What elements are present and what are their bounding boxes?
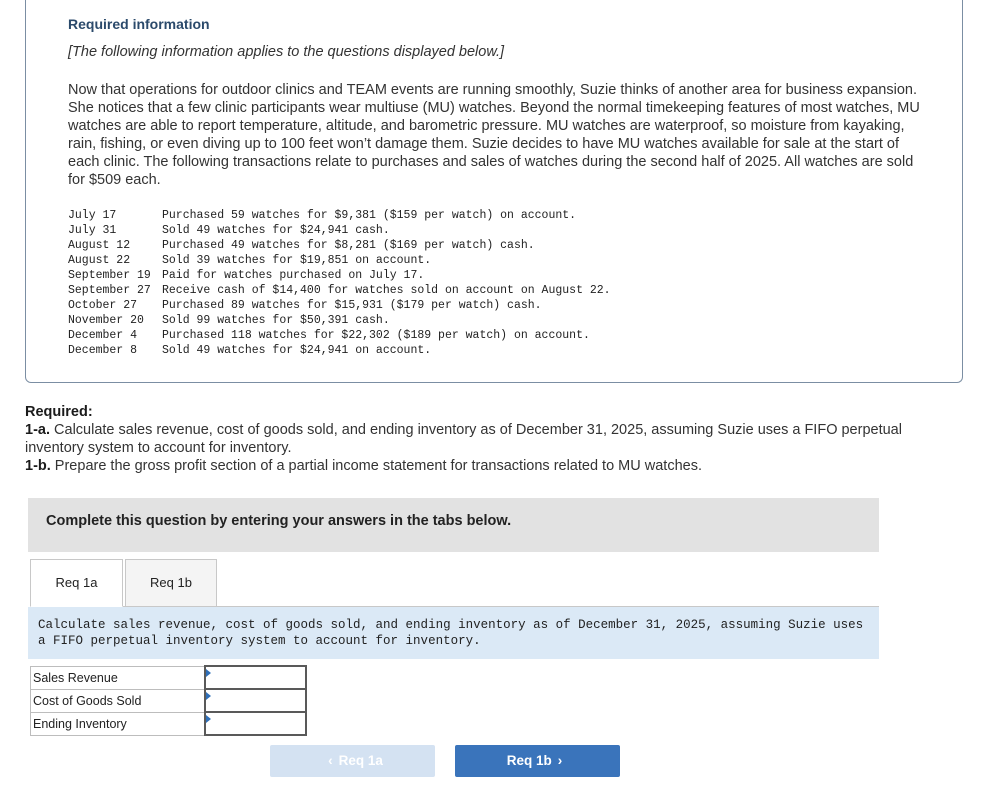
cell-marker-icon <box>206 669 211 677</box>
transaction-date: November 20 <box>68 314 144 327</box>
transaction-text: Purchased 89 watches for $15,931 ($179 per watch) cash. <box>162 299 542 312</box>
requirement-1a <box>25 421 925 457</box>
transaction-date: December 8 <box>68 344 138 357</box>
complete-question-banner: Complete this question by entering your answers in the tabs below. <box>28 498 879 552</box>
transaction-row <box>68 223 611 238</box>
transaction-row <box>68 238 611 253</box>
requirement-number: 1-a. <box>25 422 50 438</box>
transaction-text: Sold 39 watches for $19,851 on account. <box>162 254 432 267</box>
cell-marker-icon <box>206 715 211 723</box>
answer-row <box>31 712 307 735</box>
tab-req-1b[interactable]: Req 1b <box>125 559 217 607</box>
requirement-text: Calculate sales revenue, cost of goods sold, and ending inventory as of December 31, 2025, assuming Suzie uses a FIFO perpetual inventory system to account for inventory. <box>25 422 902 456</box>
transaction-date: July 17 <box>68 209 117 222</box>
answer-row <box>31 666 307 689</box>
transaction-row <box>68 298 611 313</box>
transaction-text: Sold 49 watches for $24,941 on account. <box>162 344 432 357</box>
info-paragraph: Now that operations for outdoor clinics and TEAM events are running smoothly, Suzie thinks of another area for business expansion. She notices that a few clinic participants wear multiuse (MU) watches. Beyond the normal timekeeping features of most watches, MU watches are able to report temperature, altitude, and barometric pressure. MU watches are waterproof, so moisture from kayaking, rain, fishing, or even diving up to 100 feet won’t damage them. Suzie decides to have MU watches available for sale at the start of each clinic. The following transactions relate to purchases and sales of watches during the second half of 2025. All watches are sold for $509 each. <box>68 82 920 188</box>
transaction-row <box>68 208 611 223</box>
transaction-text: Sold 99 watches for $50,391 cash. <box>162 314 390 327</box>
tab-req-1a[interactable]: Req 1a <box>30 559 123 607</box>
transaction-date: July 31 <box>68 224 117 237</box>
transaction-date: September 27 <box>68 284 151 297</box>
transactions-table <box>68 208 611 358</box>
prev-button-label: Req 1a <box>338 753 383 768</box>
transaction-text: Sold 49 watches for $24,941 cash. <box>162 224 390 237</box>
info-title: Required information <box>68 16 210 32</box>
answer-row <box>31 689 307 712</box>
transaction-row <box>68 328 611 343</box>
info-note: [The following information applies to the questions displayed below.] <box>68 44 505 60</box>
transaction-date: September 19 <box>68 269 151 282</box>
transaction-text: Purchased 118 watches for $22,302 ($189 per watch) on account. <box>162 329 590 342</box>
requirement-number: 1-b. <box>25 458 51 474</box>
cost-of-goods-sold-input[interactable] <box>206 691 301 710</box>
required-heading: Required: <box>25 404 93 420</box>
transaction-row <box>68 313 611 328</box>
cell-marker-icon <box>206 692 211 700</box>
cost-of-goods-sold-label: Cost of Goods Sold <box>31 689 206 712</box>
requirement-text: Prepare the gross profit section of a partial income statement for transactions related to MU watches. <box>50 458 702 474</box>
chevron-left-icon: ‹ <box>328 753 333 768</box>
transaction-text: Purchased 49 watches for $8,281 ($169 per watch) cash. <box>162 239 535 252</box>
sales-revenue-label: Sales Revenue <box>31 666 206 689</box>
transaction-row <box>68 268 611 283</box>
transaction-text: Purchased 59 watches for $9,381 ($159 per watch) on account. <box>162 209 577 222</box>
transaction-text: Paid for watches purchased on July 17. <box>162 269 425 282</box>
cost-of-goods-sold-cell <box>205 689 306 712</box>
transaction-date: August 22 <box>68 254 131 267</box>
ending-inventory-label: Ending Inventory <box>31 712 206 735</box>
transaction-date: August 12 <box>68 239 131 252</box>
transaction-text: Receive cash of $14,400 for watches sold on account on August 22. <box>162 284 611 297</box>
prev-req-1a-button[interactable] <box>270 745 435 777</box>
transaction-date: December 4 <box>68 329 138 342</box>
answer-table <box>30 665 307 736</box>
sales-revenue-cell <box>205 666 306 689</box>
requirement-1b <box>25 457 925 475</box>
transaction-row <box>68 253 611 268</box>
next-button-label: Req 1b <box>506 753 552 768</box>
transaction-row <box>68 283 611 298</box>
transaction-date: October 27 <box>68 299 138 312</box>
tab-instruction: Calculate sales revenue, cost of goods sold, and ending inventory as of December 31, 2025, assuming Suzie uses a FIFO perpetual inventory system to account for inventory. <box>28 607 879 659</box>
ending-inventory-input[interactable] <box>206 714 301 733</box>
required-section <box>25 403 925 475</box>
next-req-1b-button[interactable] <box>455 745 620 777</box>
sales-revenue-input[interactable] <box>206 668 301 687</box>
transaction-row <box>68 343 611 358</box>
chevron-right-icon: › <box>557 753 563 768</box>
ending-inventory-cell <box>205 712 306 735</box>
